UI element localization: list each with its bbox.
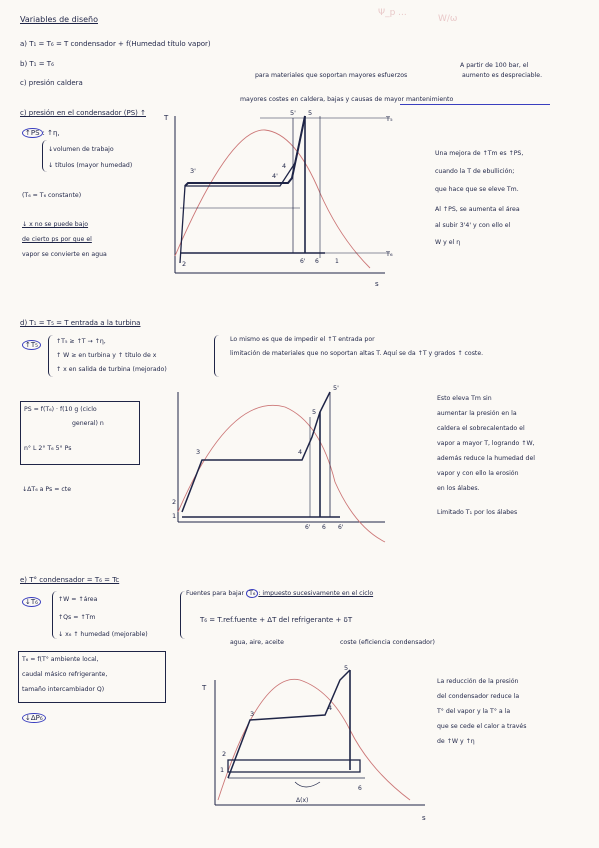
point-1: 1 bbox=[220, 766, 225, 774]
ts-diagram-3 bbox=[200, 660, 430, 835]
brace-3b bbox=[180, 591, 185, 639]
s3-brace-3: ↓ x₆ ↑ humedad (mejorable) bbox=[58, 631, 148, 638]
brace-2b bbox=[214, 335, 219, 377]
s1-right-5: al subir 3'4' y con ello el bbox=[435, 222, 511, 229]
point-6p: 6' bbox=[300, 258, 306, 265]
point-2: 2 bbox=[182, 260, 187, 268]
cycle-path bbox=[228, 670, 350, 778]
point-2: 2 bbox=[222, 750, 227, 758]
note-100bar: A partir de 100 bar, el bbox=[460, 62, 529, 69]
brace-1 bbox=[42, 140, 47, 172]
s3-equation: T₆ = T.ref.fuente + ΔT del refrigerante + δT bbox=[200, 616, 353, 624]
tps-constant: (T₆ = T₆ constante) bbox=[22, 192, 82, 199]
s3-after-brace: Fuentes para bajar bbox=[186, 590, 245, 597]
note-materials: para materiales que soportan mayores esfuerzos bbox=[255, 72, 408, 79]
s3-right-5: de ↑W y ↑η bbox=[437, 738, 475, 745]
s2-right-8: Limitado T₁ por los álabes bbox=[437, 509, 518, 516]
t-axis-label: T bbox=[202, 684, 207, 692]
section2-heading: d) T₁ = T₅ = T entrada a la turbina bbox=[20, 319, 141, 327]
cycle-original bbox=[180, 116, 305, 263]
s3-note-badge: ↓ΔP₆ bbox=[22, 713, 46, 723]
bleed-marks-2: W/ω bbox=[438, 14, 458, 24]
s3-right-4: que se cede el calor a través bbox=[437, 723, 527, 730]
point-3: 3 bbox=[250, 710, 255, 718]
s2-right-top-1: Lo mismo es que de impedir el ↑T entrada por bbox=[230, 336, 375, 343]
s3-right-2: del condensador reduce la bbox=[437, 693, 520, 700]
s1-right-3: que hace que se eleve Tm. bbox=[435, 186, 519, 193]
point-5p-top: 5' bbox=[333, 384, 339, 392]
point-4: 4 bbox=[298, 448, 303, 456]
point-2: 2 bbox=[172, 498, 177, 506]
s2-eq-3: n° L 2° T₆ 5° Ps bbox=[24, 445, 72, 452]
warning-line-3: vapor se convierte en agua bbox=[22, 251, 107, 258]
point-1: 1 bbox=[172, 512, 177, 520]
s2-brace-2: ↑ W ≥ en turbina y ↑ título de x bbox=[56, 352, 157, 359]
saturation-dome bbox=[218, 679, 410, 800]
tt-badge: ↓T₆ bbox=[22, 597, 41, 607]
ts-diagram-2 bbox=[170, 372, 400, 562]
s3-right-1: La reducción de la presión bbox=[437, 678, 519, 685]
s2-eq-1: PS = f(T₆) · f(10 g (ciclo bbox=[24, 406, 97, 413]
point-3: 3 bbox=[196, 448, 201, 456]
s2-right-6: vapor y con ello la erosión bbox=[437, 470, 519, 477]
point-4: 4 bbox=[328, 704, 333, 712]
point-6: 6 bbox=[358, 785, 362, 792]
point-4: 4 bbox=[282, 162, 287, 170]
blue-underline bbox=[400, 104, 550, 105]
s2-right-3: caldera el sobrecalentado el bbox=[437, 425, 525, 432]
tps-badge: ↑PS bbox=[22, 128, 43, 138]
warning-line-1: ↓ x no se puede bajo bbox=[22, 221, 89, 228]
section1-heading: c) presión en el condensador (PS) ↑ bbox=[20, 109, 146, 117]
point-3p: 3' bbox=[190, 167, 196, 175]
s3-box-2: caudal másico refrigerante, bbox=[22, 671, 108, 678]
s1-right-4: Al ↑PS, se aumenta el área bbox=[435, 206, 520, 213]
note-costs: mayores costes en caldera, bajas y causas de mayor mantenimiento bbox=[240, 96, 454, 103]
s3-box-3: tamaño intercambiador Q) bbox=[22, 686, 105, 693]
brace-3 bbox=[52, 591, 57, 639]
intro-a: a) T₁ = T₆ = T condensador + f(Humedad título vapor) bbox=[20, 40, 211, 48]
s3-after-brace-2: : impuesto sucesivamente en el ciclo bbox=[258, 590, 374, 597]
point-5: 5 bbox=[308, 109, 313, 117]
s2-eq-2: general) n bbox=[72, 420, 104, 427]
s2-right-top-2: limitación de materiales que no soportan altas T. Aquí se da ↑T y grados ↑ coste. bbox=[230, 350, 484, 357]
label-t6: T₆ bbox=[386, 250, 393, 258]
delta-x-label: Δ(x) bbox=[296, 797, 309, 804]
s3-eq-sub-2: coste (eficiencia condensador) bbox=[340, 639, 435, 646]
s2-brace-1: ↑T₅ ≥ ↑T → ↑η, bbox=[56, 338, 106, 345]
intro-b: b) T₁ = T₆ bbox=[20, 60, 54, 68]
s3-brace-2: ↑Qs = ↑Tm bbox=[58, 614, 96, 621]
cycle-path bbox=[182, 392, 330, 512]
s2-note: ↓ΔT₆ a Ps = cte bbox=[22, 486, 72, 493]
section3-heading: e) T° condensador = T₆ = Tc bbox=[20, 576, 120, 584]
tps-line-2: ↓ títulos (mayor humedad) bbox=[48, 162, 133, 169]
condenser-band bbox=[228, 760, 360, 772]
warning-line-2: de cierto ps por que el bbox=[22, 236, 92, 243]
label-t5: T₅ bbox=[386, 115, 393, 123]
s1-right-1: Una mejora de ↑Tm es ↑PS, bbox=[435, 150, 524, 157]
s3-right-3: T° del vapor y la T° a la bbox=[437, 708, 511, 715]
s-axis-label: s bbox=[422, 814, 426, 822]
point-5p: 5' bbox=[290, 109, 296, 117]
point-4p: 4' bbox=[272, 172, 278, 180]
s2-right-7: en los álabes. bbox=[437, 485, 480, 492]
s-axis-label: s bbox=[375, 280, 379, 288]
point-6: 6 bbox=[322, 524, 326, 531]
s2-right-5: además reduce la humedad del bbox=[437, 455, 535, 462]
tps-line-1: ↓volumen de trabajo bbox=[48, 146, 114, 153]
tps-eq: : ↑η, bbox=[42, 129, 60, 137]
brace-2 bbox=[48, 335, 53, 377]
point-5: 5 bbox=[344, 664, 349, 672]
s3-brace-1: ↑W = ↑área bbox=[58, 596, 98, 603]
s1-right-6: W y el η bbox=[435, 239, 461, 246]
note-despreciable: aumento es despreciable. bbox=[462, 72, 543, 79]
intro-c: c) presión caldera bbox=[20, 79, 83, 87]
point-6: 6 bbox=[315, 258, 319, 265]
s3-box-1: T₆ = f(T° ambiente local, bbox=[22, 656, 99, 663]
saturation-dome bbox=[175, 130, 370, 268]
point-6p: 6' bbox=[305, 524, 311, 531]
s2-right-1: Esto eleva Tm sin bbox=[437, 395, 492, 402]
delta-arc bbox=[295, 782, 320, 787]
point-5: 5 bbox=[312, 408, 317, 416]
point-1: 1 bbox=[335, 258, 339, 265]
s2-right-4: vapor a mayor T, logrando ↑W, bbox=[437, 440, 535, 447]
tts-badge: ↑T₅ bbox=[22, 340, 41, 350]
s1-right-2: cuando la T de ebullición; bbox=[435, 168, 515, 175]
point-6pp: 6' bbox=[338, 524, 344, 531]
ts-diagram-1 bbox=[160, 108, 410, 293]
page-title: Variables de diseño bbox=[20, 15, 98, 24]
t-axis-label: T bbox=[164, 114, 169, 122]
bleed-marks: Ψ_p ... bbox=[378, 8, 407, 18]
s2-brace-3: ↑ x en salida de turbina (mejorado) bbox=[56, 366, 167, 373]
s3-after-brace-badge: T₆ bbox=[246, 589, 258, 598]
s3-eq-sub-1: agua, aire, aceite bbox=[230, 639, 284, 646]
s2-right-2: aumentar la presión en la bbox=[437, 410, 517, 417]
